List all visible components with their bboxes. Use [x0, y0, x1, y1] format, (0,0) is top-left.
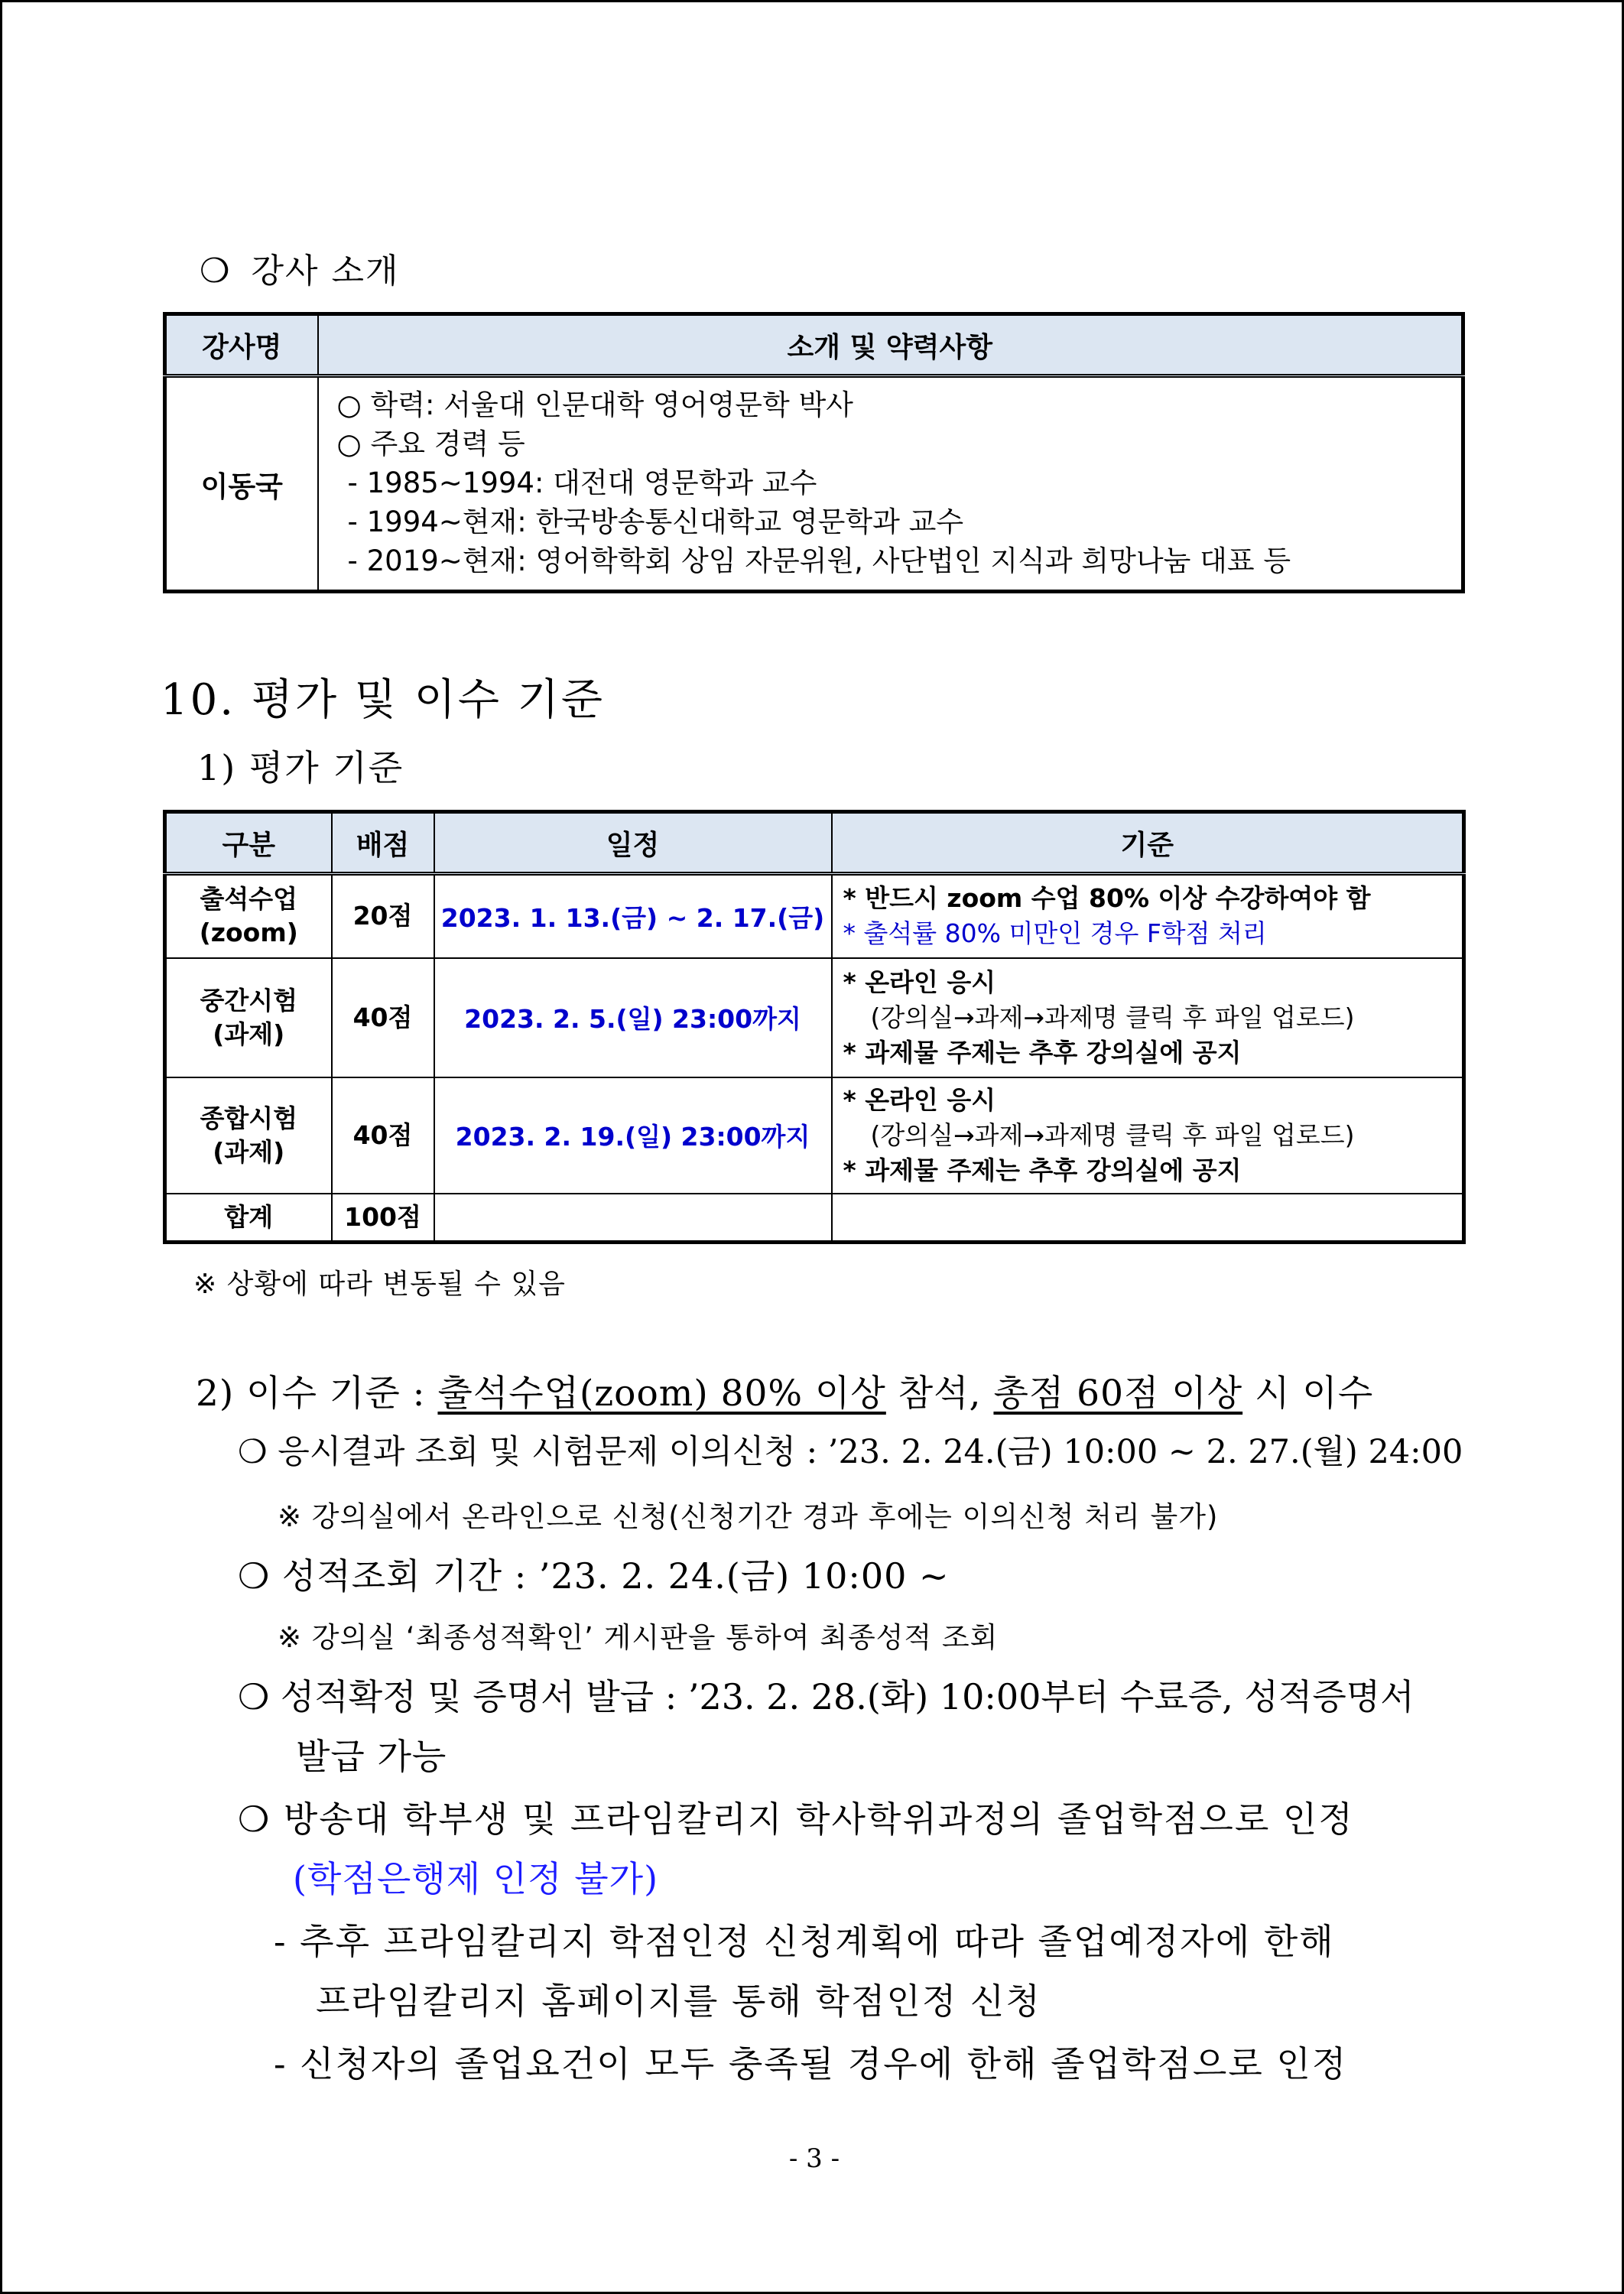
schedule-cell: 2023. 2. 19.(일) 23:00까지 — [434, 1077, 832, 1194]
career-line: - 1994~현재: 한국방송통신대학교 영문학과 교수 — [347, 505, 964, 538]
completion-item-certificate-cont: 발급 가능 — [296, 1736, 447, 1777]
credit-dash-item: - 신청자의 졸업요건이 모두 충족될 경우에 한해 졸업학점으로 인정 — [274, 2043, 1348, 2084]
score-cell: 40점 — [332, 1077, 434, 1194]
grade-inquiry-note: ※ 강의실 ‘최종성적확인’ 게시판을 통하여 최종성적 조회 — [278, 1621, 999, 1654]
career-line: - 2019~현재: 영어학학회 상임 자문위원, 사단법인 지식과 희망나눔 대표 등 — [347, 544, 1291, 577]
category-text: 합계 — [224, 1201, 274, 1232]
instructor-description — [318, 376, 1463, 592]
completion-attendance-req: 출석수업(zoom) 80% 이상 — [437, 1373, 886, 1415]
intro-heading-text: 강사 소개 — [251, 252, 400, 291]
header-intro-career: 소개 및 약력사항 — [318, 314, 1463, 376]
category-text: (과제) — [213, 1019, 285, 1049]
credit-dash-item: - 추후 프라임칼리지 학점인정 신청계획에 따라 졸업예정자에 한해 — [274, 1921, 1335, 1962]
score-cell: 20점 — [332, 874, 434, 958]
criteria-line: * 과제물 주제는 추후 강의실에 공지 — [843, 1037, 1242, 1067]
schedule-cell: 2023. 2. 5.(일) 23:00까지 — [434, 958, 832, 1077]
completion-title-prefix: 2) 이수 기준 : — [196, 1373, 438, 1415]
category-cell — [165, 958, 332, 1077]
schedule-cell: 2023. 1. 13.(금) ~ 2. 17.(금) — [434, 874, 832, 958]
career-heading-line: ○ 주요 경력 등 — [336, 427, 525, 460]
instructor-name: 이동국 — [165, 376, 318, 592]
section-title: 10. 평가 및 이수 기준 — [161, 675, 605, 725]
criteria-cell — [832, 958, 1464, 1077]
credit-bank-note: (학점은행제 인정 불가) — [293, 1858, 659, 1899]
score-cell: 40점 — [332, 958, 434, 1077]
table-row — [165, 874, 1464, 958]
category-text: 종합시험 — [200, 1103, 297, 1133]
category-text: 중간시험 — [200, 985, 297, 1015]
table-row-total — [165, 1194, 1464, 1243]
criteria-line: (강의실→과제→과제명 클릭 후 파일 업로드) — [870, 1119, 1355, 1150]
category-text: (zoom) — [199, 918, 298, 948]
table-row — [165, 1077, 1464, 1194]
completion-title-mid: 참석, — [885, 1373, 994, 1415]
completion-item-grade-inquiry: ❍ 성적조회 기간 : ’23. 2. 24.(금) 10:00 ~ — [238, 1555, 950, 1597]
completion-score-req: 총점 60점 이상 — [993, 1373, 1243, 1415]
completion-item-credit: ❍ 방송대 학부생 및 프라임칼리지 학사학위과정의 졸업학점으로 인정 — [238, 1798, 1354, 1840]
instructor-table — [163, 312, 1465, 593]
career-line: - 1985~1994: 대전대 영문학과 교수 — [347, 466, 817, 499]
completion-item-certificate: ❍ 성적확정 및 증명서 발급 : ’23. 2. 28.(화) 10:00부터 수료증, 성적증명서 — [238, 1676, 1415, 1717]
criteria-cell — [832, 874, 1464, 958]
criteria-line: * 온라인 응시 — [843, 1084, 996, 1115]
change-note: ※ 상황에 따라 변동될 수 있음 — [193, 1269, 566, 1300]
intro-heading — [200, 243, 399, 292]
category-text: 출석수업 — [200, 884, 297, 915]
credit-dash-item-cont: 프라임칼리지 홈페이지를 통해 학점인정 신청 — [316, 1980, 1041, 2022]
category-cell — [165, 874, 332, 958]
header-criteria: 기준 — [832, 812, 1464, 874]
category-cell — [165, 1194, 332, 1243]
criteria-line: * 과제물 주제는 추후 강의실에 공지 — [843, 1155, 1242, 1185]
criteria-cell — [832, 1194, 1464, 1243]
criteria-line: * 온라인 응시 — [843, 967, 996, 997]
completion-title-suffix: 시 이수 — [1242, 1373, 1374, 1415]
header-score: 배점 — [332, 812, 434, 874]
category-text: (과제) — [213, 1136, 285, 1167]
score-cell: 100점 — [332, 1194, 434, 1243]
table-row — [165, 958, 1464, 1077]
completion-title — [196, 1365, 1373, 1416]
completion-item-appeal: ❍ 응시결과 조회 및 시험문제 이의신청 : ’23. 2. 24.(금) 10:00 ~ 2. 27.(월) 24:00 — [238, 1433, 1463, 1471]
criteria-cell — [832, 1077, 1464, 1194]
criteria-line: * 반드시 zoom 수업 80% 이상 수강하여야 함 — [843, 883, 1371, 914]
evaluation-table — [163, 810, 1466, 1244]
header-schedule: 일정 — [434, 812, 832, 874]
header-instructor-name: 강사명 — [165, 314, 318, 376]
page-number: - 3 - — [788, 2143, 840, 2174]
criteria-line: * 출석률 80% 미만인 경우 F학점 처리 — [843, 918, 1267, 949]
subsection-title: 1) 평가 기준 — [197, 747, 404, 788]
circle-bullet-icon: ❍ — [200, 252, 232, 291]
criteria-line: (강의실→과제→과제명 클릭 후 파일 업로드) — [870, 1002, 1355, 1032]
header-category: 구분 — [165, 812, 332, 874]
schedule-cell — [434, 1194, 832, 1243]
category-cell — [165, 1077, 332, 1194]
education-line: ○ 학력: 서울대 인문대학 영어영문학 박사 — [336, 388, 853, 421]
appeal-note: ※ 강의실에서 온라인으로 신청(신청기간 경과 후에는 이의신청 처리 불가) — [278, 1500, 1219, 1533]
